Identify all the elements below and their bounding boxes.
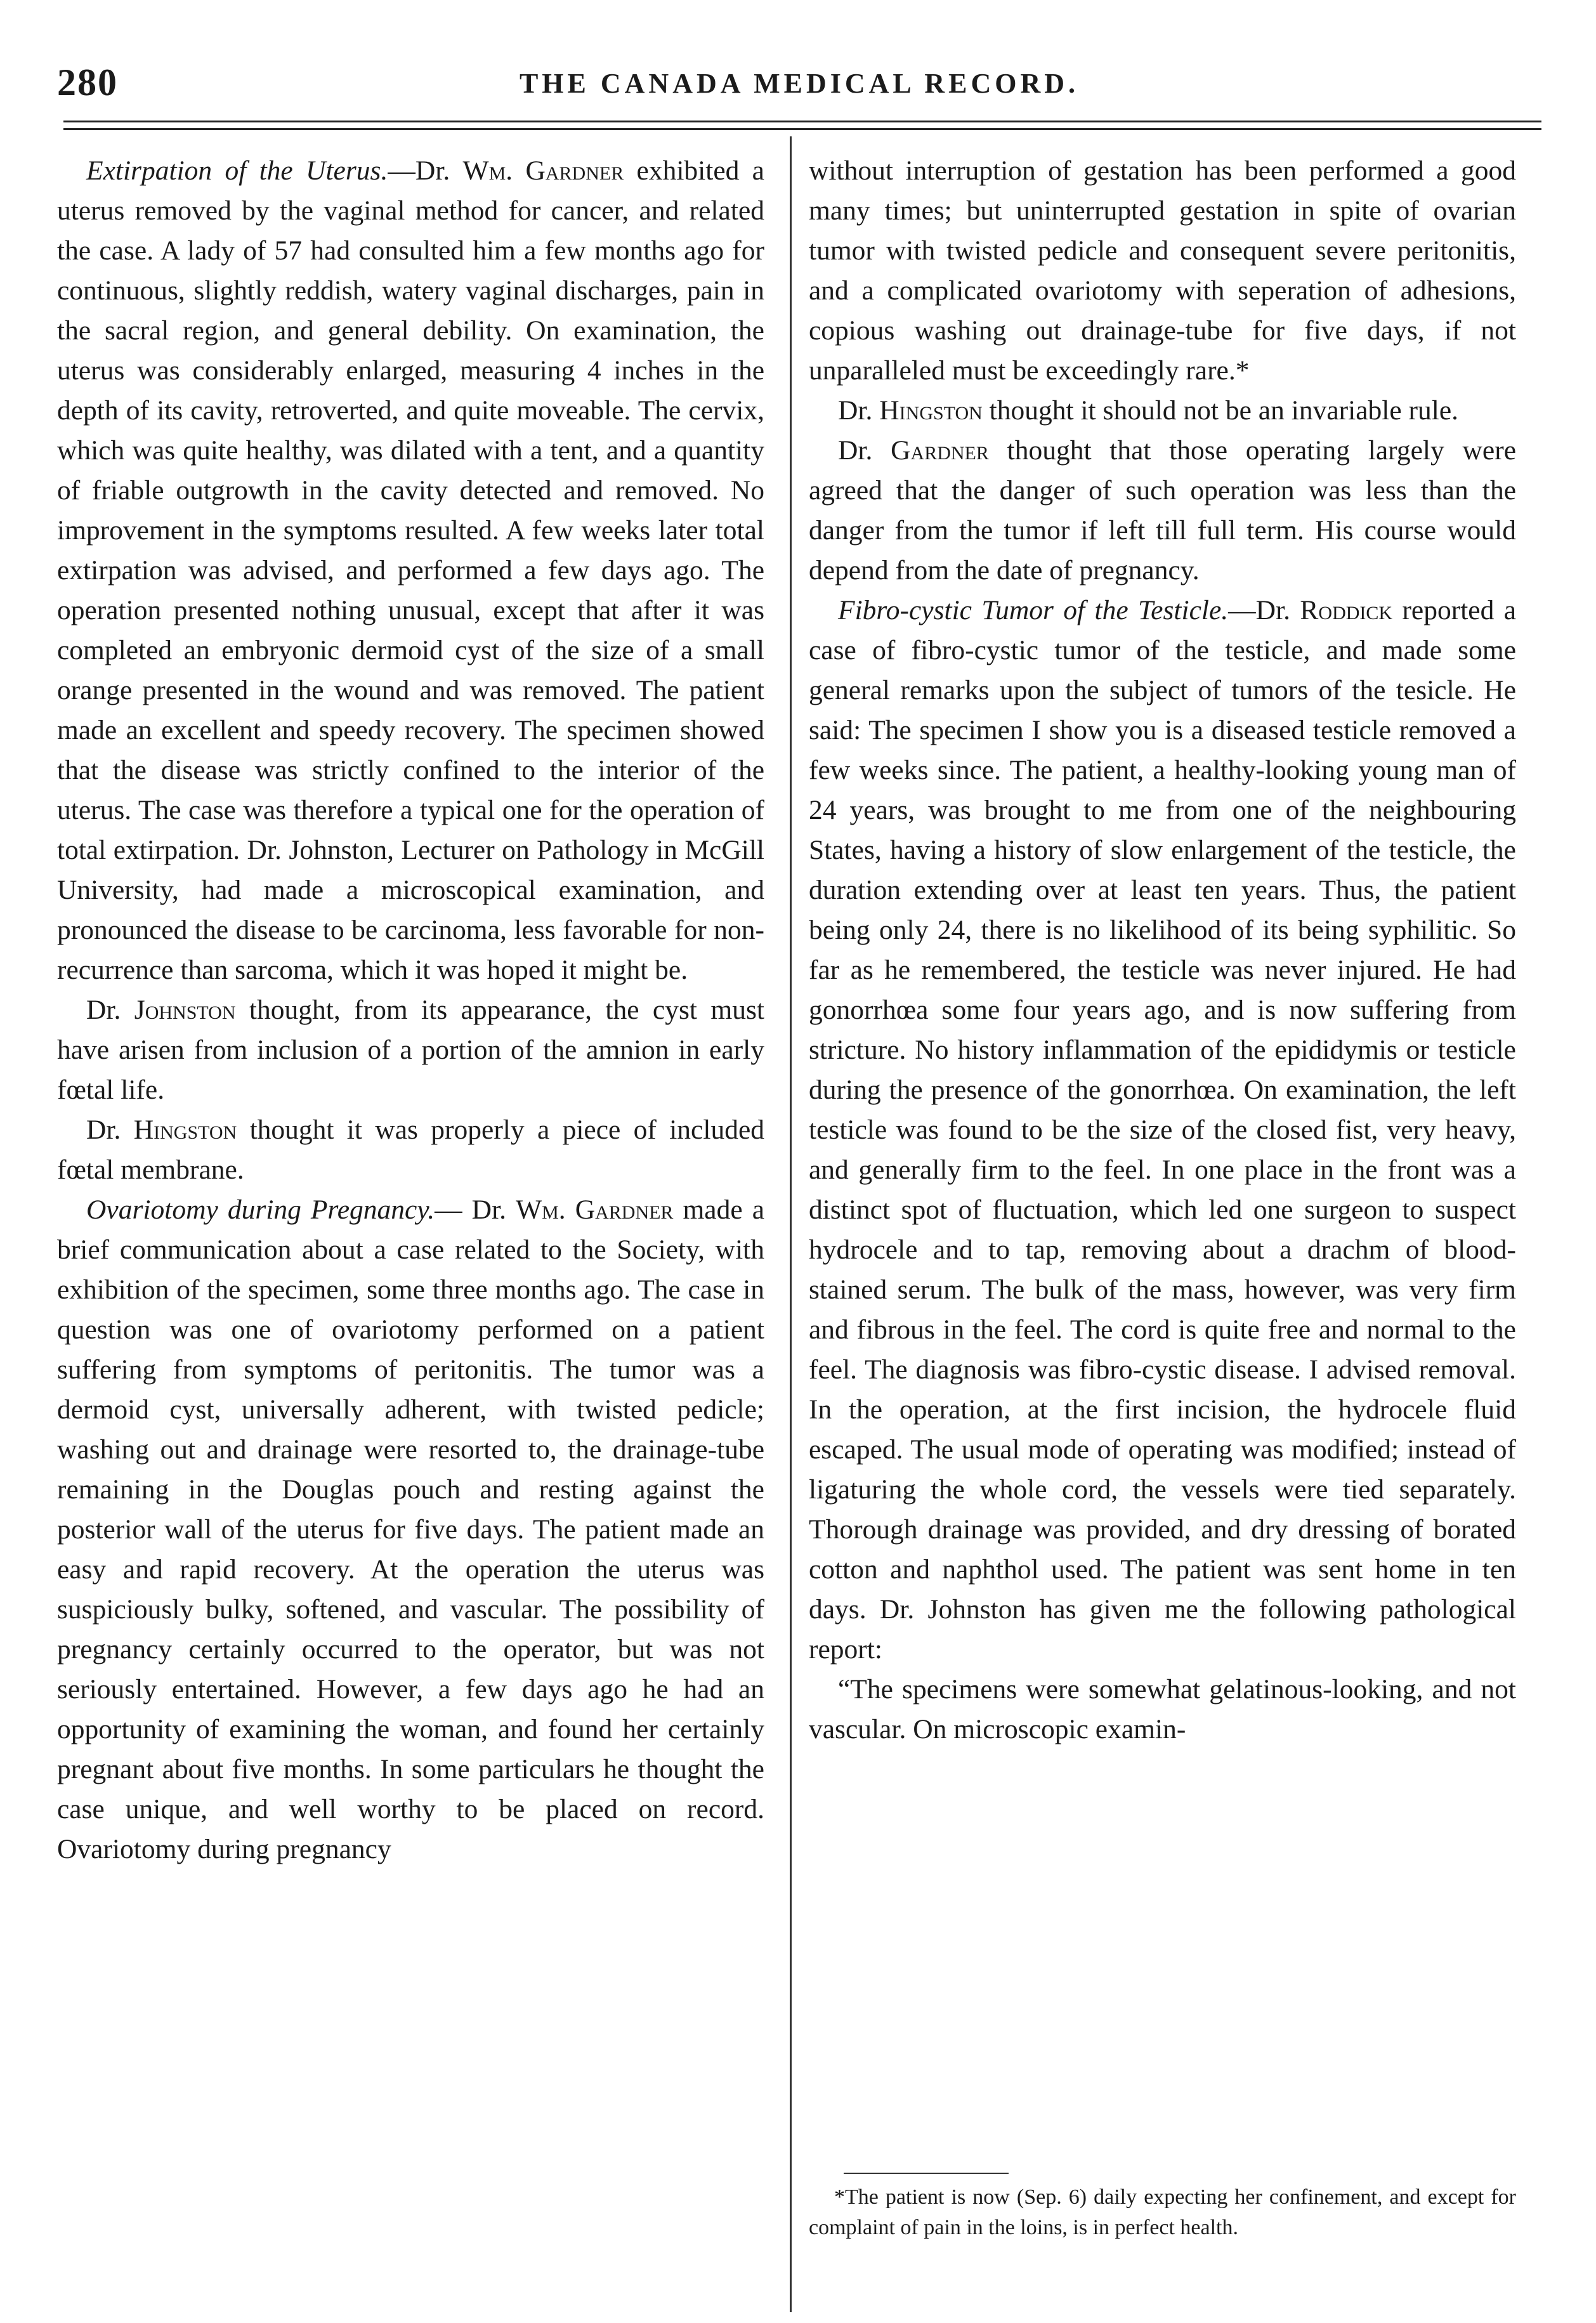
title-prefix: Dr. xyxy=(838,435,891,466)
paragraph-johnston-comment xyxy=(57,990,764,1110)
section-heading-ovariotomy: Ovariotomy during Pregnancy. xyxy=(86,1194,435,1225)
paragraph-text: reported a case of fibro-cystic tumor of the testicle, and made some general remarks upon the subject of tumors of the tesicle. He said: The specimen I show you is a diseased testicle removed a few weeks since. The patient, a healthy-looking young man of 24 years, was brought to me from one of the neighbouring States, having a history of slow enlargement of the testicle, the duration extending over at least ten years. Thus, the patient being only 24, there is no likelihood of its being syphilitic. So far as he remembered, the testicle was never injured. He had gonorrhœa some four years ago, and is now suffering from stricture. No history inflammation of the epididymis or testicle during the presence of the gonorrhœa. On examination, the left testicle was found to be the size of the closed fist, very heavy, and generally firm to the feel. In one place in the front was a distinct spot of fluctuation, which led one surgeon to suspect hydrocele and to tap, removing about a drachm of blood-stained serum. The bulk of the mass, however, was very firm and fibrous in the feel. The cord is quite free and normal to the feel. The diagnosis was fibro-cystic disease. I advised removal. In the operation, at the first incision, the hydrocele fluid escaped. The usual mode of operating was modified; instead of ligaturing the whole cord, the vessels were tied separately. Thorough drainage was provided, and dry dressing of borated cotton and naphthol used. The patient was sent home in ten days. Dr. Johnston has given me the following pathological report: xyxy=(809,595,1517,1665)
paragraph-continuation xyxy=(809,151,1516,391)
paragraph-gardner-reply xyxy=(809,431,1516,591)
title-prefix: Dr. xyxy=(838,395,880,426)
paragraph-text: thought, from its appearance, the cyst must have arisen from inclusion of a portion of the amnion in early fœtal life. xyxy=(57,995,765,1105)
heading-dash: — Dr. xyxy=(435,1194,516,1225)
paragraph-text: thought it should not be an invariable rule. xyxy=(982,395,1459,426)
speaker-name: Johnston xyxy=(134,995,236,1025)
speaker-name: Hingston xyxy=(133,1115,237,1145)
journal-title: THE CANADA MEDICAL RECORD. xyxy=(519,68,1080,99)
speaker-name: Wm. Gardner xyxy=(516,1194,674,1225)
paragraph-extirpation-uterus xyxy=(57,151,764,990)
column-divider xyxy=(790,136,792,2312)
paragraph-hingston-rule xyxy=(809,391,1516,431)
speaker-name: Hingston xyxy=(879,395,983,426)
heading-dash: —Dr. xyxy=(1228,595,1300,625)
paragraph-ovariotomy-pregnancy xyxy=(57,1190,764,1869)
paragraph-text: without interruption of gestation has been performed a good many times; but uninterrupted gestation in spite of ovarian tumor with twisted pedicle and consequent severe peritonitis, and a complicated ovariotomy with seperation of adhesions, copious washing out drainage-tube for five days, if not unparalleled must be exceedingly rare.* xyxy=(809,155,1516,386)
paragraph-text: “The specimens were somewhat gelatinous-looking, and not vascular. On microscopic examin- xyxy=(809,1674,1516,1744)
speaker-name: Roddick xyxy=(1300,595,1393,625)
page-number: 280 xyxy=(57,62,118,103)
footnote-rule xyxy=(844,2173,1009,2174)
footnote-text: *The patient is now (Sep. 6) daily expecting her confinement, and except for complaint of pain in the loins, is in perfect health. xyxy=(809,2185,1516,2239)
section-heading-fibro-cystic: Fibro-cystic Tumor of the Testicle. xyxy=(838,595,1229,625)
footnote xyxy=(809,2182,1516,2243)
section-heading-extirpation: Extirpation of the Uterus. xyxy=(86,155,388,186)
speaker-name: Gardner xyxy=(891,435,989,466)
speaker-name: Wm. Gardner xyxy=(462,155,624,186)
title-prefix: Dr. xyxy=(86,995,134,1025)
left-column xyxy=(57,151,764,1869)
title-prefix: Dr. xyxy=(86,1115,134,1145)
paragraph-hingston-comment xyxy=(57,1110,764,1190)
paragraph-text: made a brief communication about a case related to the Society, with exhibition of the specimen, some three months ago. The case in question was one of ovariotomy performed on a patient suffering from symptoms of peritonitis. The tumor was a dermoid cyst, universally adherent, with twisted pedicle; washing out and drainage were resorted to, the drainage-tube remaining in the Douglas pouch and resting against the posterior wall of the uterus for five days. The patient made an easy and rapid recovery. At the operation the uterus was suspiciously bulky, softened, and vascular. The possibility of pregnancy certainly occurred to the operator, but was not seriously entertained. However, a few days ago he had an opportunity of examining the woman, and found her certainly pregnant about five months. In some particulars he thought the case unique, and well worthy to be placed on record. Ovariotomy during pregnancy xyxy=(57,1194,765,1864)
header-rule-bottom xyxy=(63,128,1541,130)
heading-dash: —Dr. xyxy=(388,155,463,186)
header-rule-top xyxy=(63,121,1541,122)
right-column xyxy=(809,151,1516,1750)
paragraph-text: thought it was properly a piece of included fœtal membrane. xyxy=(57,1115,765,1185)
paragraph-text: exhibited a uterus removed by the vaginal method for cancer, and related the case. A lady of 57 had consulted him a few months ago for continuous, slightly reddish, watery vaginal discharges, pain in the sacral region, and general debility. On examination, the uterus was considerably enlarged, measuring 4 inches in the depth of its cavity, retroverted, and quite moveable. The cervix, which was quite healthy, was dilated with a tent, and a quantity of friable outgrowth in the cavity detected and removed. No improvement in the symptoms resulted. A few weeks later total extirpation was advised, and performed a few days ago. The operation presented nothing unusual, except that after it was completed an embryonic dermoid cyst of the size of a small orange presented in the wound and was removed. The patient made an excellent and speedy recovery. The specimen showed that the disease was strictly confined to the interior of the uterus. The case was therefore a typical one for the operation of total extirpation. Dr. Johnston, Lecturer on Pathology in McGill University, had made a microscopical examination, and pronounced the disease to be carcinoma, less favorable for non-recurrence than sarcoma, which it was hoped it might be. xyxy=(57,155,764,985)
running-head xyxy=(44,38,1554,108)
paragraph-text: thought that those operating largely were agreed that the danger of such operation was less than the danger from the tumor if left till full term. His course would depend from the date of pregnancy. xyxy=(809,435,1516,586)
paragraph-pathology-report xyxy=(809,1670,1516,1750)
paragraph-fibro-cystic-tumor xyxy=(809,591,1516,1670)
